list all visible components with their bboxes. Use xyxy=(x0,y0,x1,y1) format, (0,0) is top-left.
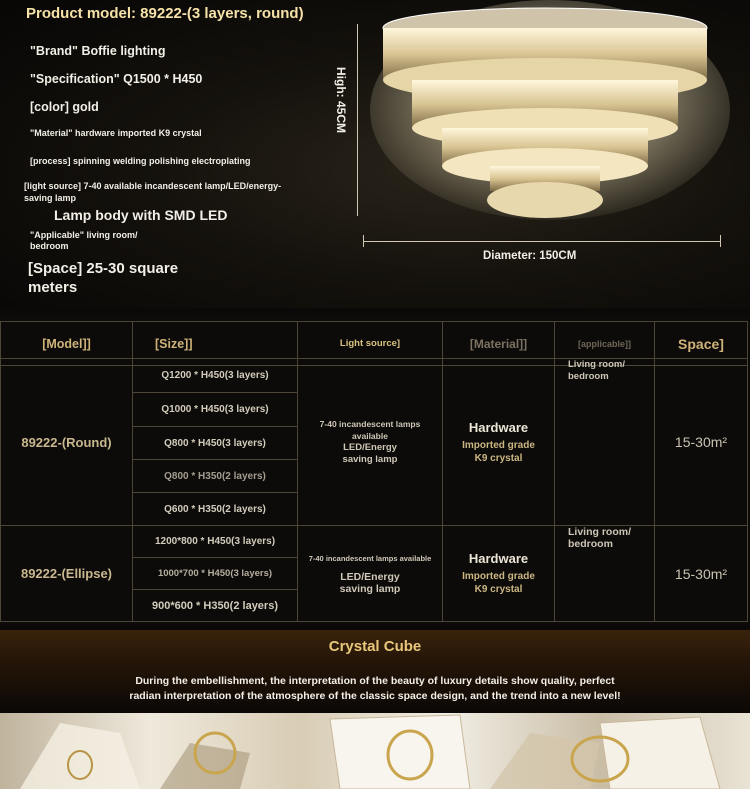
material-round: Hardware Imported grade K9 crystal xyxy=(442,358,555,526)
spec-applicable-cont: bedroom xyxy=(30,241,69,251)
model-ellipse: 89222-(Ellipse) xyxy=(0,525,133,622)
height-dimension-line xyxy=(357,24,358,216)
size-row: Q1200 * H450(3 layers) xyxy=(132,358,298,393)
spec-specification: "Specification" Q1500 * H450 xyxy=(30,72,203,86)
size-row: 1200*800 * H450(3 layers) xyxy=(132,525,298,558)
product-hero xyxy=(0,0,750,308)
header-space: Space] xyxy=(654,321,748,366)
height-label: High: 45CM xyxy=(334,67,348,133)
applicable-round: Living room/ bedroom xyxy=(554,358,655,526)
spec-material: "Material" hardware imported K9 crystal xyxy=(30,128,202,138)
size-row: Q800 * H350(2 layers) xyxy=(132,459,298,493)
spec-process: [process] spinning welding polishing electroplating xyxy=(30,156,251,166)
light-source-round: 7-40 incandescent lamps available LED/Energy saving lamp xyxy=(297,358,443,526)
diameter-tick-right xyxy=(720,235,721,247)
spec-light-source-cont: saving lamp xyxy=(24,193,77,203)
spec-color: [color] gold xyxy=(30,100,99,114)
product-title: Product model: 89222-(3 layers, round) xyxy=(26,5,304,22)
banner-description: During the embellishment, the interpretation of the beauty of luxury details show quality, perfect radian interpretation of the atmosphere of the classic space design, and the trend into a new level! xyxy=(129,675,621,702)
diameter-tick-left xyxy=(363,235,364,247)
crystal-chandelier-icon xyxy=(370,0,730,230)
spec-light-source: [light source] 7-40 available incandescent lamp/LED/energy- xyxy=(24,181,282,191)
size-row: Q600 * H350(2 layers) xyxy=(132,492,298,526)
spec-applicable: "Applicable" living room/ xyxy=(30,230,138,240)
size-row: 900*600 * H350(2 layers) xyxy=(132,589,298,622)
banner-title: Crystal Cube xyxy=(328,638,422,655)
size-row: Q1000 * H450(3 layers) xyxy=(132,392,298,427)
spec-table xyxy=(0,314,750,626)
diameter-label: Diameter: 150CM xyxy=(483,250,577,262)
header-light-source: Light source] xyxy=(297,321,443,366)
diameter-dimension-line xyxy=(363,241,721,242)
space-ellipse: 15-30m² xyxy=(654,525,748,622)
header-model: [Model]] xyxy=(0,321,133,366)
spec-space-cont: meters xyxy=(28,279,78,296)
crystal-closeup-image xyxy=(0,713,750,789)
space-round: 15-30m² xyxy=(654,358,748,526)
applicable-ellipse: Living room/ bedroom xyxy=(554,525,655,622)
model-round: 89222-(Round) xyxy=(0,358,133,526)
header-applicable: [applicable]] xyxy=(554,321,655,366)
light-source-ellipse: 7-40 incandescent lamps available LED/Energy saving lamp xyxy=(297,525,443,622)
spec-brand: "Brand" Boffie lighting xyxy=(30,44,166,58)
header-material: [Material]] xyxy=(442,321,555,366)
size-row: Q800 * H450(3 layers) xyxy=(132,426,298,460)
crystal-closeup-icon xyxy=(0,713,750,789)
spec-space: [Space] 25-30 square xyxy=(28,260,179,277)
crystal-cube-banner xyxy=(0,630,750,712)
spec-lamp-body: Lamp body with SMD LED xyxy=(54,207,228,223)
size-row: 1000*700 * H450(3 layers) xyxy=(132,557,298,590)
header-size: [Size]] xyxy=(132,321,298,366)
material-ellipse: Hardware Imported grade K9 crystal xyxy=(442,525,555,622)
